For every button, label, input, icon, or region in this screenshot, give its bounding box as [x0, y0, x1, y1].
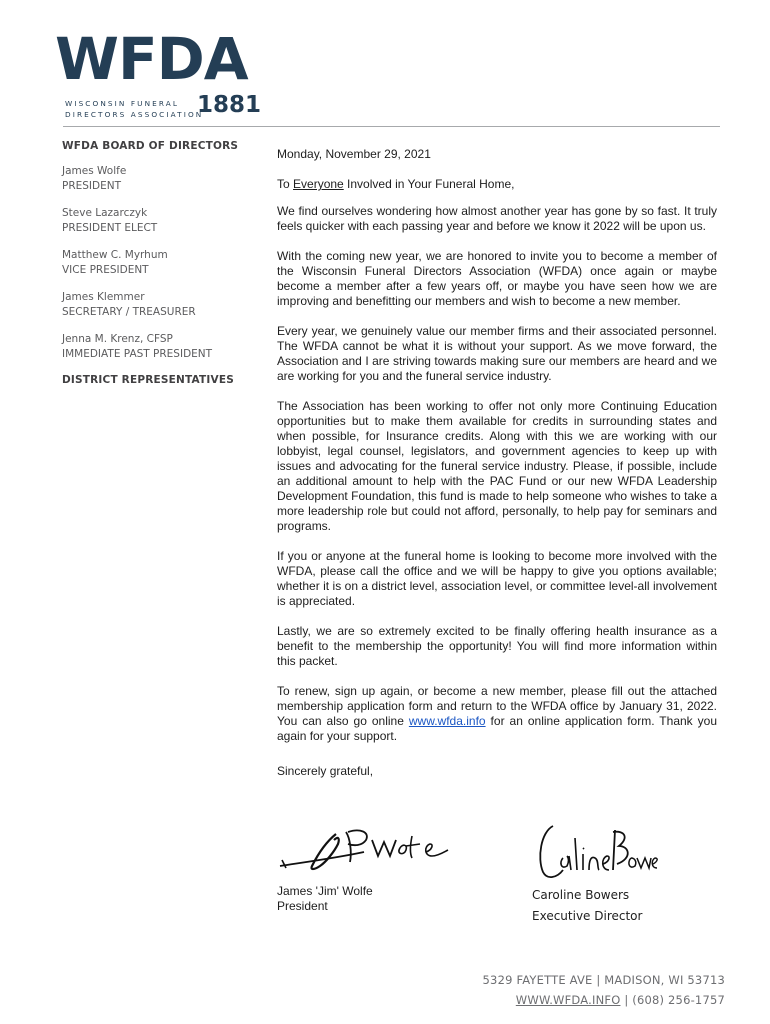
board-member-name: Steve Lazarczyk — [62, 207, 148, 219]
footer-address: 5329 FAYETTE AVE | MADISON, WI 53713 — [482, 973, 725, 987]
board-member-title: PRESIDENT ELECT — [62, 221, 158, 234]
paragraph-4: The Association has been working to offer not only more Continuing Education opportunities but to make them available for credits in surrounding states and when possible, for Insurance credits. Along with this we are working with our lobbyist, legal counsel, legislators, and government agencies to keep up with issues and advocating for the funeral service industry. Please, if possible, include an additional amount to help with the PAC Fund or our new WFDA Leadership Development Foundation, this fund is made to help someone who wishes to take a more leadership role but could not afford, personally, to help pay for seminars and programs. — [277, 399, 717, 533]
paragraph-5: If you or anyone at the funeral home is looking to become more involved with the WFDA, please call the office and we will be happy to give you options available; whether it is on a district level, association level, or committee level-all involvement is appreciated. — [277, 549, 717, 608]
signer-right — [532, 885, 642, 927]
board-member-name: James Wolfe — [62, 165, 127, 177]
footer — [330, 970, 725, 1010]
board-member-name: Jenna M. Krenz, CFSP — [62, 333, 173, 345]
logo-subtitle: WISCONSIN FUNERAL DIRECTORS ASSOCIATION — [65, 99, 204, 119]
signer-right-title: Executive Director — [532, 909, 643, 923]
paragraph-7: To renew, sign up again, or become a new member, please fill out the attached membership application form and return to the WFDA office by January 31, 2022. You can also go online www.wfda.info for an online application form. Thank you again for your support. — [277, 684, 717, 743]
board-member-title: SECRETARY / TREASURER — [62, 305, 196, 318]
footer-contact: WWW.WFDA.INFO | (608) 256-1757 — [515, 993, 725, 1007]
paragraph-1: We find ourselves wondering how almost another year has gone by so fast. It truly feels quicker with each passing year and before we know it 2022 will be upon us. — [277, 204, 717, 233]
board-member-title: IMMEDIATE PAST PRESIDENT — [62, 347, 213, 360]
board-member-entry — [62, 248, 262, 277]
logo-year: 1881 — [197, 92, 262, 118]
signer-right-name: Caroline Bowers — [532, 888, 630, 902]
board-member-title: PRESIDENT — [62, 179, 122, 192]
bowers-signature — [533, 818, 663, 888]
header-divider — [63, 126, 720, 127]
board-member-entry — [62, 332, 262, 361]
letter-date: Monday, November 29, 2021 — [277, 147, 431, 161]
signer-left-name: James 'Jim' Wolfe — [277, 884, 373, 898]
wolfe-signature — [276, 822, 461, 882]
letter-body — [277, 145, 717, 794]
logo-wordmark: WFDA — [55, 25, 248, 93]
board-member-name: Matthew C. Myrhum — [62, 249, 168, 261]
board-member-entry — [62, 164, 262, 193]
board-member-entry — [62, 206, 262, 235]
signer-left-title: President — [277, 899, 328, 913]
paragraph-2: With the coming new year, we are honored to invite you to become a member of the Wisconsin Funeral Directors Association (WFDA) once again or maybe become a member after a few years off, or maybe you have seen how we are improving and benefitting our members and wish to become a new member. — [277, 249, 717, 308]
board-member-title: VICE PRESIDENT — [62, 263, 149, 276]
closing: Sincerely grateful, — [277, 764, 374, 778]
paragraph-3: Every year, we genuinely value our member firms and their associated personnel. The WFDA cannot be what it is without your support. As we move forward, the Association and I are striving towards making sure our members are heard and we are working for you and the funeral service industry. — [277, 324, 717, 383]
paragraph-6: Lastly, we are so extremely excited to be finally offering health insurance as a benefit to the membership the opportunity! You will find more information within this packet. — [277, 624, 717, 668]
board-heading: WFDA BOARD OF DIRECTORS — [62, 140, 239, 152]
signer-left — [277, 884, 373, 914]
wfda-logo — [55, 25, 262, 122]
footer-website-link[interactable]: WWW.WFDA.INFO — [515, 993, 621, 1007]
board-sidebar — [62, 140, 262, 400]
salutation: To Everyone Involved in Your Funeral Home, — [277, 177, 515, 191]
district-heading: DISTRICT REPRESENTATIVES — [62, 374, 234, 386]
board-member-name: James Klemmer — [62, 291, 145, 303]
board-member-entry — [62, 290, 262, 319]
website-link[interactable]: www.wfda.info — [408, 714, 486, 728]
